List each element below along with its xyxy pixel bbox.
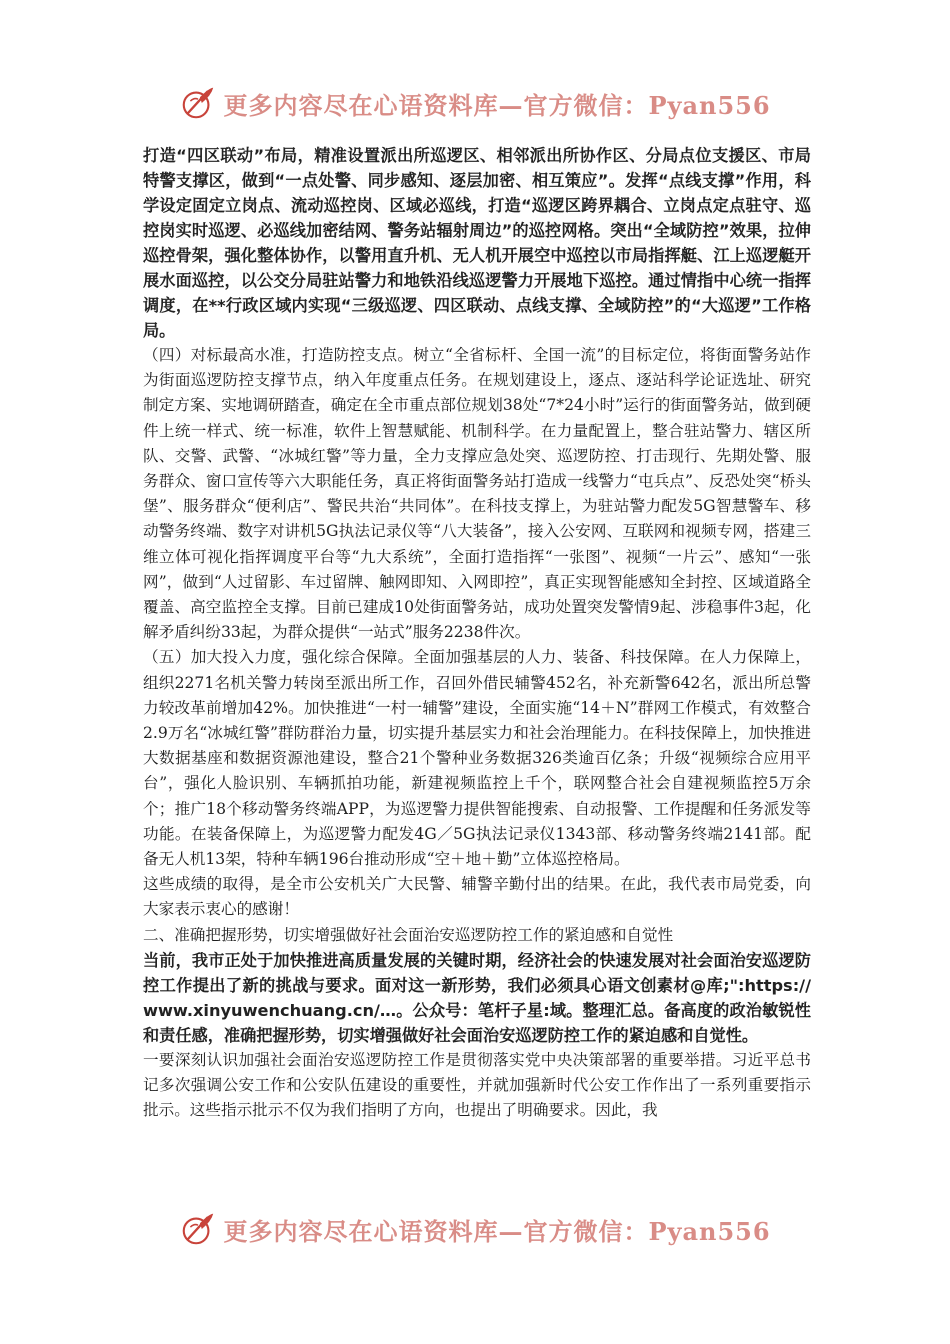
quill-logo-icon: [179, 84, 217, 122]
watermark-top: [0, 80, 950, 126]
document-body: [143, 143, 811, 1123]
section-heading-two: 二、准确把握形势，切实增强做好社会面治安巡逻防控工作的紧迫感和自觉性: [143, 925, 674, 944]
quill-logo-icon: [179, 1210, 217, 1248]
paragraph-first-point: 一要深刻认识加强社会面治安巡逻防控工作是贯彻落实党中央决策部署的重要举措。习近平总书记多次强调公安工作和公安队伍建设的重要性，并就加强新时代公安工作作出了一系列重要指示批示。这些指示批示不仅为我们指明了方向，也提出了明确要求。因此，我: [143, 1050, 811, 1120]
paragraph-section-five: （五）加大投入力度，强化综合保障。全面加强基层的人力、装备、科技保障。在人力保障上，组织2271名机关警力转岗至派出所工作，召回外借民辅警452名，补充新警642名，派出所总警力较改革前增加42%。加快推进“一村一辅警”建设，全面实施“14＋N”群网工作模式，有效整合2.9万名“冰城红警”群防群治力量，切实提升基层实力和社会治理能力。在科技保障上，加快推进大数据基座和数据资源池建设，整合21个警种业务数据326类逾百亿条；升级“视频综合应用平台”，强化人脸识别、车辆抓拍功能，新建视频监控上千个，联网整合社会自建视频监控5万余个；推广18个移动警务终端APP，为巡逻警力提供智能搜索、自动报警、工作提醒和任务派发等功能。在装备保障上，为巡逻警力配发4G／5G执法记录仪1343部、移动警务终端2141部。配备无人机13架，特种车辆196台推动形成“空＋地＋勤”立体巡控格局。: [143, 648, 811, 869]
paragraph-section-four: （四）对标最高水准，打造防控支点。树立“全省标杆、全国一流”的目标定位，将街面警务站作为街面巡逻防控支撑节点，纳入年度重点任务。在规划建设上，逐点、逐站科学论证选址、研究制定方案、实地调研踏查，确定在全市重点部位规划38处“7*24小时”运行的街面警务站，做到硬件上统一样式、统一标准，软件上智慧赋能、机制科学。在力量配置上，整合驻站警力、辖区所队、交警、武警、“冰城红警”等力量，全力支撑应急处突、巡逻防控、打击现行、先期处警、服务群众、窗口宣传等六大职能任务，真正将街面警务站打造成一线警力“屯兵点”、反恐处突“桥头堡”、服务群众“便利店”、警民共治“共同体”。在科技支撑上，为驻站警力配发5G智慧警车、移动警务终端、数字对讲机5G执法记录仪等“八大装备”，接入公安网、互联网和视频专网，搭建三维立体可视化指挥调度平台等“九大系统”，全面打造指挥“一张图”、视频“一片云”、感知“一张网”，做到“人过留影、车过留牌、触网即知、入网即控”，真正实现智能感知全封控、区域道路全覆盖、高空监控全支撑。目前已建成10处街面警务站，成功处置突发警情9起、涉稳事件3起，化解矛盾纠纷33起，为群众提供“一站式”服务2238件次。: [143, 346, 811, 642]
watermark-bottom: [0, 1206, 950, 1252]
paragraph-patrol-layout: 打造“四区联动”布局，精准设置派出所巡逻区、相邻派出所协作区、分局点位支援区、市局特警支撑区，做到“一点处警、同步感知、逐层加密、相互策应”。发挥“点线支撑”作用，科学设定固定立岗点、流动巡控岗、区域必巡线，打造“巡逻区跨界耦合、立岗点定点驻守、巡控岗实时巡逻、必巡线加密结网、警务站辐射周边”的巡控网格。突出“全域防控”效果，拉伸巡控骨架，强化整体协作，以警用直升机、无人机开展空中巡控以市局指挥艇、江上巡逻艇开展水面巡控，以公交分局驻站警力和地铁沿线巡逻警力开展地下巡控。通过情指中心统一指挥调度，在**行政区域内实现“三级巡逻、四区联动、点线支撑、全域防控”的“大巡逻”工作格局。: [143, 146, 811, 340]
watermark-text: 更多内容尽在心语资料库—官方微信：Pyan556: [223, 1216, 771, 1246]
paragraph-thanks: 这些成绩的取得，是全市公安机关广大民警、辅警辛勤付出的结果。在此，我代表市局党委，向大家表示衷心的感谢！: [143, 875, 811, 919]
watermark-text: 更多内容尽在心语资料库—官方微信：Pyan556: [223, 90, 771, 120]
paragraph-situation: 当前，我市正处于加快推进高质量发展的关键时期，经济社会的快速发展对社会面治安巡逻防控工作提出了新的挑战与要求。面对这一新形势，我们必须具心语文创素材@库;":https://www.xinyuwenchuang.cn/…。公众号：笔杆子星:域。整理汇总。备高度的政治敏锐性和责任感，准确把握形势，切实增强做好社会面治安巡逻防控工作的紧迫感和自觉性。: [143, 950, 811, 1045]
